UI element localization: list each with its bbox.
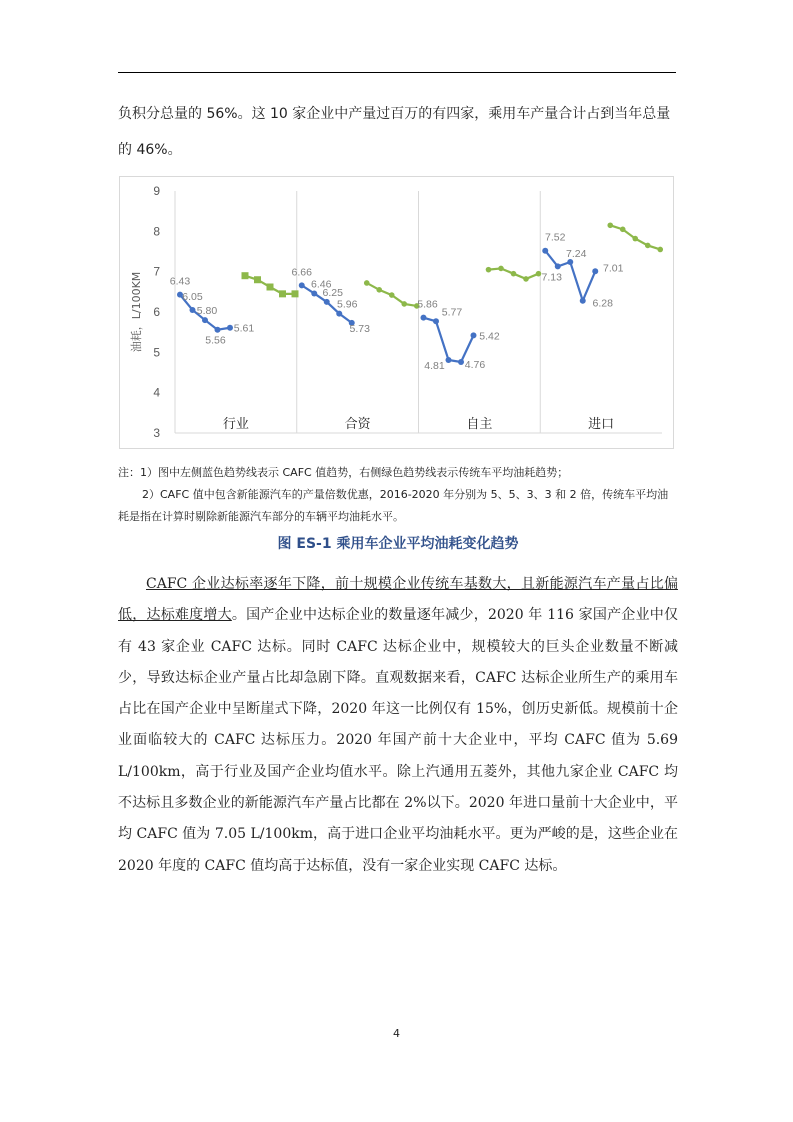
cafc-data-label: 7.24 bbox=[566, 247, 587, 260]
header-rule bbox=[118, 72, 676, 73]
traditional-point bbox=[607, 222, 613, 228]
traditional-point bbox=[364, 280, 370, 286]
cafc-data-label: 5.96 bbox=[337, 298, 358, 311]
paragraph-top: 负积分总量的 56%。这 10 家企业中产量过百万的有四家，乘用车产量合计占到当年总量的 46%。 bbox=[118, 106, 671, 158]
traditional-point bbox=[292, 290, 299, 297]
chart-note-2: 2）CAFC 值中包含新能源汽车的产量倍数优惠，2016-2020 年分别为 5、5、3、3 和 2 倍，传统车平均油耗是指在计算时剔除新能源汽车部分的车辆平均油耗水平。 bbox=[118, 488, 669, 523]
cafc-data-label: 6.28 bbox=[592, 297, 613, 310]
cafc-data-label: 6.25 bbox=[322, 286, 343, 299]
y-tick-label: 8 bbox=[153, 224, 160, 239]
traditional-point bbox=[620, 227, 626, 233]
cafc-point bbox=[299, 282, 305, 288]
cafc-data-label: 5.80 bbox=[196, 305, 218, 318]
cafc-point bbox=[324, 299, 330, 305]
body-text: 。国产企业中达标企业的数量逐年减少，2020 年 116 家国产企业中仅有 43 家企业 CAFC 达标。同时 CAFC 达标企业中，规模较大的巨头企业数量不断减少，导致达标企业产量占比却急剧下降。直观数据来看，CAFC 达标企业所生产的乘用车占比在国产企业中呈断崖式下降，2020 年这一比例仅有 15%，创历史新低。规模前十企业面临较大的 CAFC 达标压力。2020 年国产前十大企业中，平均 CAFC 值为 5.69 L/100km，高于行业及国产企业均值水平。除上汽通用五菱外，其他九家企业 CAFC 均不达标且多数企业的新能源汽车产量占比都在 2%以下。2020 年进口量前十大企业中，平均 CAFC 值为 7.05 L/100km，高于进口企业平均油耗水平。更为严峻的是，这些企业在 2020 年度的 CAFC 值均高于达标值，没有一家企业实现 CAFC 达标。 bbox=[118, 607, 678, 874]
body-paragraph bbox=[118, 569, 678, 882]
cafc-series-line bbox=[424, 318, 474, 362]
cafc-point bbox=[336, 311, 342, 317]
cafc-data-label: 5.86 bbox=[417, 298, 438, 311]
cafc-data-label: 7.01 bbox=[603, 262, 624, 275]
traditional-point bbox=[536, 271, 542, 277]
cafc-point bbox=[433, 318, 439, 324]
cafc-point bbox=[215, 327, 221, 333]
cafc-point bbox=[458, 359, 464, 365]
group-label: 自主 bbox=[466, 417, 493, 432]
cafc-point bbox=[202, 317, 208, 323]
cafc-data-label: 5.56 bbox=[205, 334, 226, 347]
cafc-point bbox=[421, 315, 427, 321]
cafc-data-label: 5.77 bbox=[441, 306, 463, 319]
traditional-point bbox=[645, 243, 651, 249]
traditional-point bbox=[254, 276, 261, 283]
traditional-point bbox=[511, 271, 517, 277]
y-tick-label: 4 bbox=[153, 385, 160, 400]
traditional-point bbox=[498, 266, 504, 272]
cafc-point bbox=[311, 290, 317, 296]
group-label: 合资 bbox=[344, 417, 371, 432]
cafc-data-label: 6.66 bbox=[291, 266, 312, 279]
body-underlined-sentence: CAFC 企业达标率逐年下降，前十规模企业传统车基数大，且新能源汽车产量占比偏低，达标难度增大 bbox=[118, 576, 678, 624]
traditional-point bbox=[486, 267, 492, 273]
cafc-data-label: 5.61 bbox=[233, 322, 255, 335]
cafc-point bbox=[471, 332, 477, 338]
cafc-data-label: 6.46 bbox=[311, 278, 332, 291]
group-label: 进口 bbox=[588, 417, 615, 432]
cafc-point bbox=[446, 357, 452, 363]
y-axis-title: 油耗，L/100KM bbox=[130, 271, 143, 353]
cafc-data-label: 4.81 bbox=[424, 359, 445, 372]
cafc-point bbox=[592, 268, 598, 274]
cafc-point bbox=[555, 263, 561, 269]
group-label: 行业 bbox=[222, 417, 249, 432]
figure-caption: 图 ES-1 乘用车企业平均油耗变化趋势 bbox=[277, 536, 519, 552]
cafc-data-label: 6.05 bbox=[182, 290, 203, 303]
traditional-point bbox=[523, 276, 529, 282]
y-tick-label: 3 bbox=[153, 426, 160, 440]
cafc-point bbox=[542, 248, 548, 254]
traditional-point bbox=[279, 290, 286, 297]
chart-note-1: 注：1）图中左侧蓝色趋势线表示 CAFC 值趋势，右侧绿色趋势线表示传统车平均油耗趋势； bbox=[118, 466, 569, 479]
cafc-data-label: 5.42 bbox=[479, 330, 500, 343]
cafc-data-label: 5.73 bbox=[349, 322, 370, 335]
cafc-data-label: 7.13 bbox=[541, 271, 562, 284]
cafc-point bbox=[190, 307, 196, 313]
traditional-point bbox=[267, 283, 274, 290]
page-number: 4 bbox=[393, 1027, 400, 1040]
chart-container bbox=[119, 176, 674, 449]
y-tick-label: 6 bbox=[153, 305, 160, 319]
traditional-point bbox=[657, 247, 663, 253]
cafc-data-label: 6.43 bbox=[169, 275, 191, 288]
fuel-consumption-chart bbox=[120, 177, 673, 448]
traditional-point bbox=[632, 236, 638, 242]
cafc-point bbox=[227, 325, 233, 331]
traditional-point bbox=[401, 301, 407, 307]
y-tick-label: 5 bbox=[153, 345, 160, 360]
cafc-point bbox=[580, 298, 586, 304]
cafc-data-label: 7.52 bbox=[545, 231, 566, 244]
y-tick-label: 9 bbox=[153, 184, 160, 198]
traditional-point bbox=[376, 287, 382, 293]
traditional-point bbox=[242, 272, 249, 279]
cafc-data-label: 4.76 bbox=[464, 359, 486, 372]
traditional-point bbox=[389, 292, 395, 298]
y-tick-label: 7 bbox=[153, 264, 160, 279]
